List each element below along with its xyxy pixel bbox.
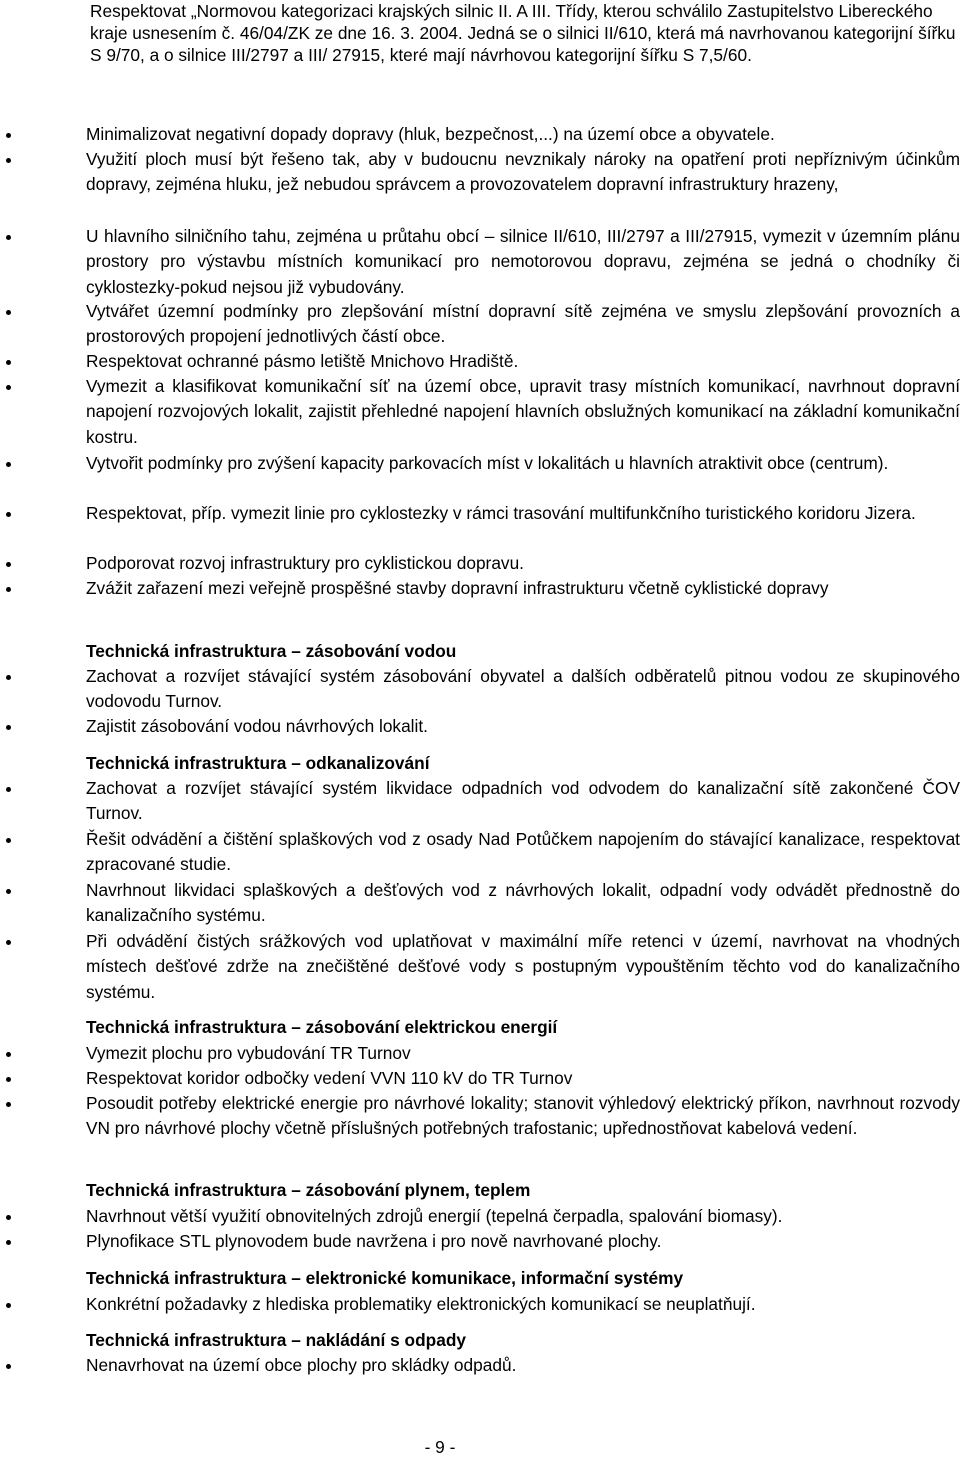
list-item-text: Využití ploch musí být řešeno tak, aby v budoucnu nevznikaly nároky na opatření proti nepříznivým účinkům dopravy, zejména hluku, jež nebudou správcem a provozovatelem dopravní infrastruktury hrazeny, — [86, 149, 960, 195]
list-item-text: Zajistit zásobování vodou návrhových lokalit. — [86, 716, 428, 736]
list-item — [86, 501, 960, 526]
list-item — [86, 929, 960, 1005]
list-item-text: Minimalizovat negativní dopady dopravy (hluk, bezpečnost,...) na území obce a obyvatele. — [86, 124, 775, 144]
list-item-text: Vytvořit podmínky pro zvýšení kapacity parkovacích míst v lokalitách u hlavních atraktivit obce (centrum). — [86, 453, 889, 473]
list-item — [86, 451, 960, 476]
bullet-icon — [6, 1364, 11, 1369]
bullet-icon — [6, 1077, 11, 1082]
list-item — [86, 576, 960, 601]
list-item-text: Respektovat ochranné pásmo letiště Mnichovo Hradiště. — [86, 351, 519, 371]
list-item-text: Respektovat koridor odbočky vedení VVN 110 kV do TR Turnov — [86, 1068, 573, 1088]
list-item-text: Posoudit potřeby elektrické energie pro návrhové lokality; stanovit výhledový elektrický příkon, navrhnout rozvody VN pro návrhové plochy včetně příslušných potřebných trafostanic; upřednostňovat kabelová vedení. — [86, 1093, 960, 1139]
list-item — [86, 827, 960, 878]
list-item-text: Navrhnout likvidaci splaškových a dešťových vod z návrhových lokalit, odpadní vody odvádět přednostně do kanalizačního systému. — [86, 880, 960, 926]
bullet-icon — [6, 133, 11, 138]
bullet-icon — [6, 235, 11, 240]
section-heading: Technická infrastruktura – zásobování elektrickou energií — [86, 1017, 558, 1037]
bullet-icon — [6, 1303, 11, 1308]
list-item — [86, 1229, 960, 1254]
bullet-icon — [6, 587, 11, 592]
list-item — [86, 776, 960, 827]
list-item-text: Konkrétní požadavky z hlediska problematiky elektronických komunikací se neuplatňují. — [86, 1294, 756, 1314]
list-item — [86, 1041, 960, 1066]
bullet-icon — [6, 512, 11, 517]
list-item — [86, 299, 960, 350]
list-item-text: Zvážit zařazení mezi veřejně prospěšné stavby dopravní infrastrukturu včetně cyklistické dopravy — [86, 578, 829, 598]
section-heading: Technická infrastruktura – odkanalizování — [86, 753, 430, 773]
list-item — [86, 349, 960, 374]
bullet-icon — [6, 838, 11, 843]
list-item — [86, 1292, 960, 1317]
list-item — [86, 664, 960, 715]
list-item — [86, 551, 960, 576]
list-item — [86, 714, 960, 739]
section-heading: Technická infrastruktura – zásobování vodou — [86, 641, 457, 661]
list-item — [86, 1204, 960, 1229]
list-item-text: Navrhnout větší využití obnovitelných zdrojů energií (tepelná čerpadla, spalování biomasy). — [86, 1206, 783, 1226]
list-item — [86, 122, 960, 147]
list-item-text: Nenavrhovat na území obce plochy pro skládky odpadů. — [86, 1355, 517, 1375]
list-item — [86, 1091, 960, 1142]
list-item-text: Vymezit a klasifikovat komunikační síť na území obce, upravit trasy místních komunikací, navrhnout dopravní napojení rozvojových lokalit, zajistit přehledné napojení hlavních obslužných komunikací na základní komunikační kostru. — [86, 376, 960, 447]
intro-paragraph: Respektovat „Normovou kategorizaci krajských silnic II. A III. Třídy, kterou schválilo Zastupitelstvo Libereckého kraje usnesením č. 46/04/ZK ze dne 16. 3. 2004. Jedná se o silnici II/610, která má navrhovanou kategorijní šířku S 9/70, a o silnice III/2797 a III/ 27915, které mají návrhovou kategorijní šířku S 7,5/60. — [90, 1, 956, 65]
bullet-icon — [6, 360, 11, 365]
list-item-text: Plynofikace STL plynovodem bude navržena i pro nově navrhované plochy. — [86, 1231, 662, 1251]
bullet-icon — [6, 562, 11, 567]
bullet-icon — [6, 158, 11, 163]
bullet-icon — [6, 940, 11, 945]
bullet-icon — [6, 725, 11, 730]
list-item-text: Zachovat a rozvíjet stávající systém zásobování obyvatel a dalších odběratelů pitnou vodou ze skupinového vodovodu Turnov. — [86, 666, 960, 712]
bullet-icon — [6, 889, 11, 894]
list-item — [86, 147, 960, 198]
bullet-icon — [6, 462, 11, 467]
bullet-icon — [6, 1052, 11, 1057]
list-item-text: U hlavního silničního tahu, zejména u průtahu obcí – silnice II/610, III/2797 a III/27915, vymezit v územním plánu prostory pro výstavbu místních komunikací pro nemotorovou dopravu, zejména se jedná o chodníky či cyklostezky-pokud nejsou již vybudovány. — [86, 226, 960, 297]
bullet-icon — [6, 385, 11, 390]
list-item-text: Při odvádění čistých srážkových vod uplatňovat v maximální míře retenci v území, navrhovat na vhodných místech dešťové zdrže na znečištěné dešťové vody s postupným vypouštěním těchto vod do kanalizačního systému. — [86, 931, 960, 1002]
list-item-text: Vymezit plochu pro vybudování TR Turnov — [86, 1043, 411, 1063]
list-item — [86, 878, 960, 929]
list-item-text: Podporovat rozvoj infrastruktury pro cyklistickou dopravu. — [86, 553, 524, 573]
list-item-text: Respektovat, příp. vymezit linie pro cyklostezky v rámci trasování multifunkčního turistického koridoru Jizera. — [86, 503, 916, 523]
section-heading: Technická infrastruktura – zásobování plynem, teplem — [86, 1180, 531, 1200]
list-item — [86, 1066, 960, 1091]
list-item-text: Řešit odvádění a čištění splaškových vod z osady Nad Potůčkem napojením do stávající kanalizace, respektovat zpracované studie. — [86, 829, 960, 875]
bullet-icon — [6, 1240, 11, 1245]
list-item — [86, 224, 960, 300]
bullet-icon — [6, 675, 11, 680]
list-item — [86, 374, 960, 450]
bullet-icon — [6, 1102, 11, 1107]
list-item — [86, 1353, 960, 1378]
list-item-text: Vytvářet územní podmínky pro zlepšování místní dopravní sítě zejména ve smyslu zlepšování provozních a prostorových propojení jednotlivých částí obce. — [86, 301, 960, 347]
bullet-icon — [6, 1215, 11, 1220]
bullet-icon — [6, 787, 11, 792]
section-heading: Technická infrastruktura – nakládání s odpady — [86, 1330, 466, 1350]
section-heading: Technická infrastruktura – elektronické komunikace, informační systémy — [86, 1268, 684, 1288]
page-number: - 9 - — [424, 1437, 456, 1457]
list-item-text: Zachovat a rozvíjet stávající systém likvidace odpadních vod odvodem do kanalizační sítě zakončené ČOV Turnov. — [86, 778, 960, 824]
bullet-icon — [6, 310, 11, 315]
